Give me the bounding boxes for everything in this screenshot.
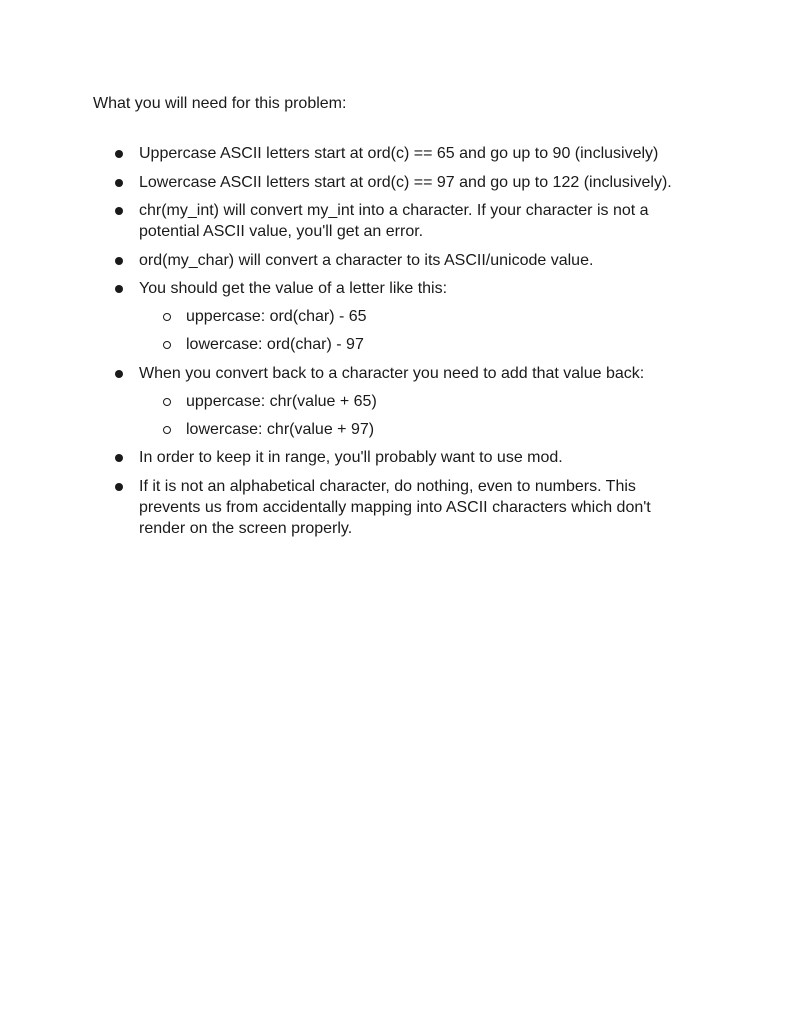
bullet-icon: [115, 370, 123, 378]
list-item: [0, 476, 684, 539]
sub-list-item: [139, 306, 684, 327]
list-item-text: Uppercase ASCII letters start at ord(c) == 65 and go up to 90 (inclusively): [139, 145, 659, 162]
bullet-icon: [115, 483, 123, 491]
sub-list-item-text: uppercase: ord(char) - 65: [186, 308, 367, 325]
hollow-bullet-icon: [163, 398, 171, 406]
list-item: [0, 200, 684, 242]
list-item-text: Lowercase ASCII letters start at ord(c) == 97 and go up to 122 (inclusively).: [139, 173, 672, 191]
hollow-bullet-icon: [163, 426, 171, 434]
sub-list: [139, 391, 684, 440]
list-item: [0, 143, 684, 164]
sub-list-item-text: uppercase: chr(value + 65): [186, 392, 377, 410]
bullet-icon: [115, 207, 123, 215]
list-item-text: In order to keep it in range, you'll probably want to use mod.: [139, 449, 563, 466]
list-item: [0, 172, 684, 193]
bullet-icon: [115, 285, 123, 293]
bullet-icon: [115, 257, 123, 265]
list-item-text: You should get the value of a letter like this:: [139, 280, 448, 297]
bullet-icon: [115, 179, 123, 187]
intro-text: What you will need for this problem:: [93, 95, 347, 112]
list-item: [0, 250, 684, 271]
list-item-text: ord(my_char) will convert a character to its ASCII/unicode value.: [139, 251, 594, 269]
bullet-icon: [115, 150, 123, 158]
sub-list-item: [139, 334, 684, 355]
sub-list-item-text: lowercase: ord(char) - 97: [186, 336, 364, 353]
list-item: [0, 363, 684, 440]
list-item-text: If it is not an alphabetical character, do nothing, even to numbers. This prevents us from accidentally mapping into ASCII characters which don't render on the screen properly.: [139, 477, 651, 537]
sub-list-item: [139, 419, 684, 440]
bullet-icon: [115, 454, 123, 462]
requirements-list: [0, 143, 791, 546]
list-item: [0, 447, 684, 468]
sub-list-item: [139, 391, 684, 412]
list-item: [0, 278, 684, 355]
list-item-text: When you convert back to a character you need to add that value back:: [139, 364, 645, 382]
sub-list: [139, 306, 684, 355]
hollow-bullet-icon: [163, 313, 171, 321]
sub-list-item-text: lowercase: chr(value + 97): [186, 420, 375, 438]
list-item-text: chr(my_int) will convert my_int into a character. If your character is not a potential ASCII value, you'll get an error.: [139, 202, 649, 240]
hollow-bullet-icon: [163, 341, 171, 349]
